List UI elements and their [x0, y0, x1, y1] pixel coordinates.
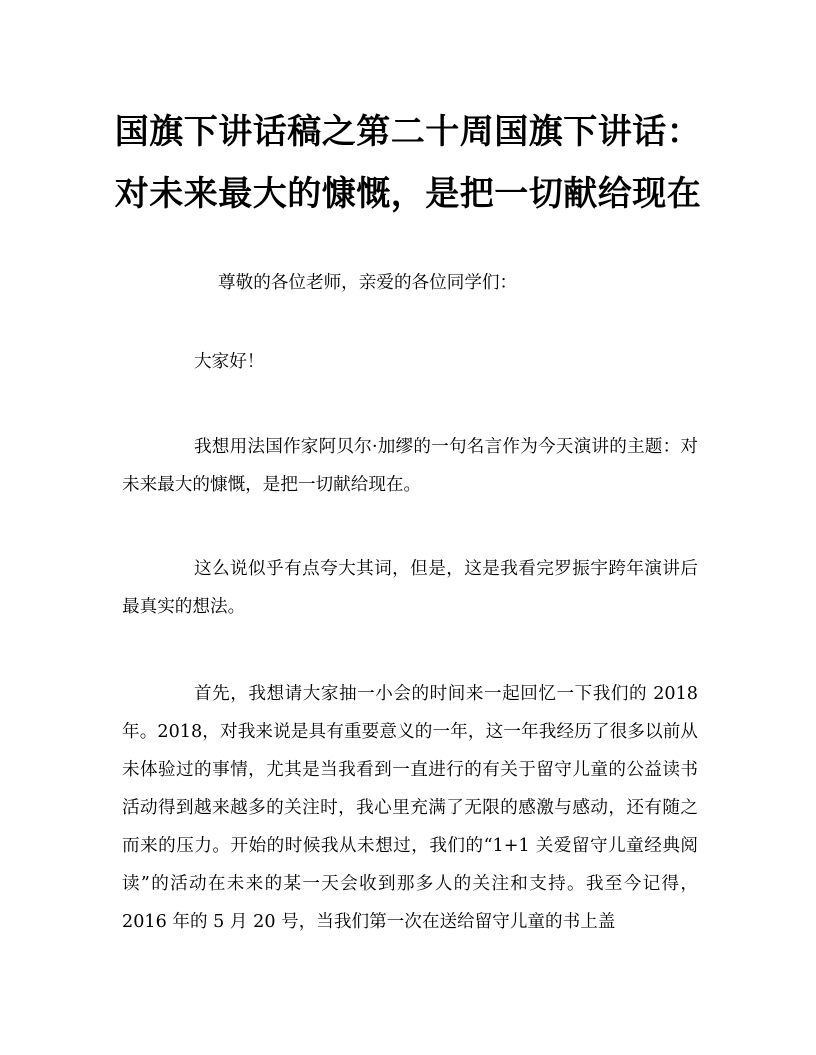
paragraph-review: 首先，我想请大家抽一小会的时间来一起回忆一下我们的 2018 年。2018，对我来说是具有重要意义的一年，这一年我经历了很多以前从未体验过的事情，尤其是当我看到一直进行的有关于留守儿童的公益读书活动得到越来越多的关注时，我心里充满了无限的感激与感动，还有随之而来的压力。开始的时候我从未想过，我们的“1+1 关爱留守儿童经典阅读”的活动在未来的某一天会收到那多人的关注和支持。我至今记得，2016 年的 5 月 20 号，当我们第一次在送给留守儿童的书上盖: [122, 684, 698, 932]
document-title-line-1: 国旗下讲话稿之第二十周国旗下讲话：: [114, 112, 702, 152]
paragraph-reflection: 这么说似乎有点夸大其词，但是，这是我看完罗振宇跨年演讲后最真实的想法。: [122, 559, 698, 617]
paragraph-intro: 我想用法国作家阿贝尔·加缪的一句名言作为今天演讲的主题：对未来最大的慷慨，是把一切献给现在。: [122, 437, 698, 495]
salutation: 尊敬的各位老师，亲爱的各位同学们：: [218, 273, 518, 293]
document-title-line-2: 对未来最大的慷慨，是把一切献给现在: [114, 174, 702, 214]
greeting: 大家好！: [194, 352, 265, 372]
